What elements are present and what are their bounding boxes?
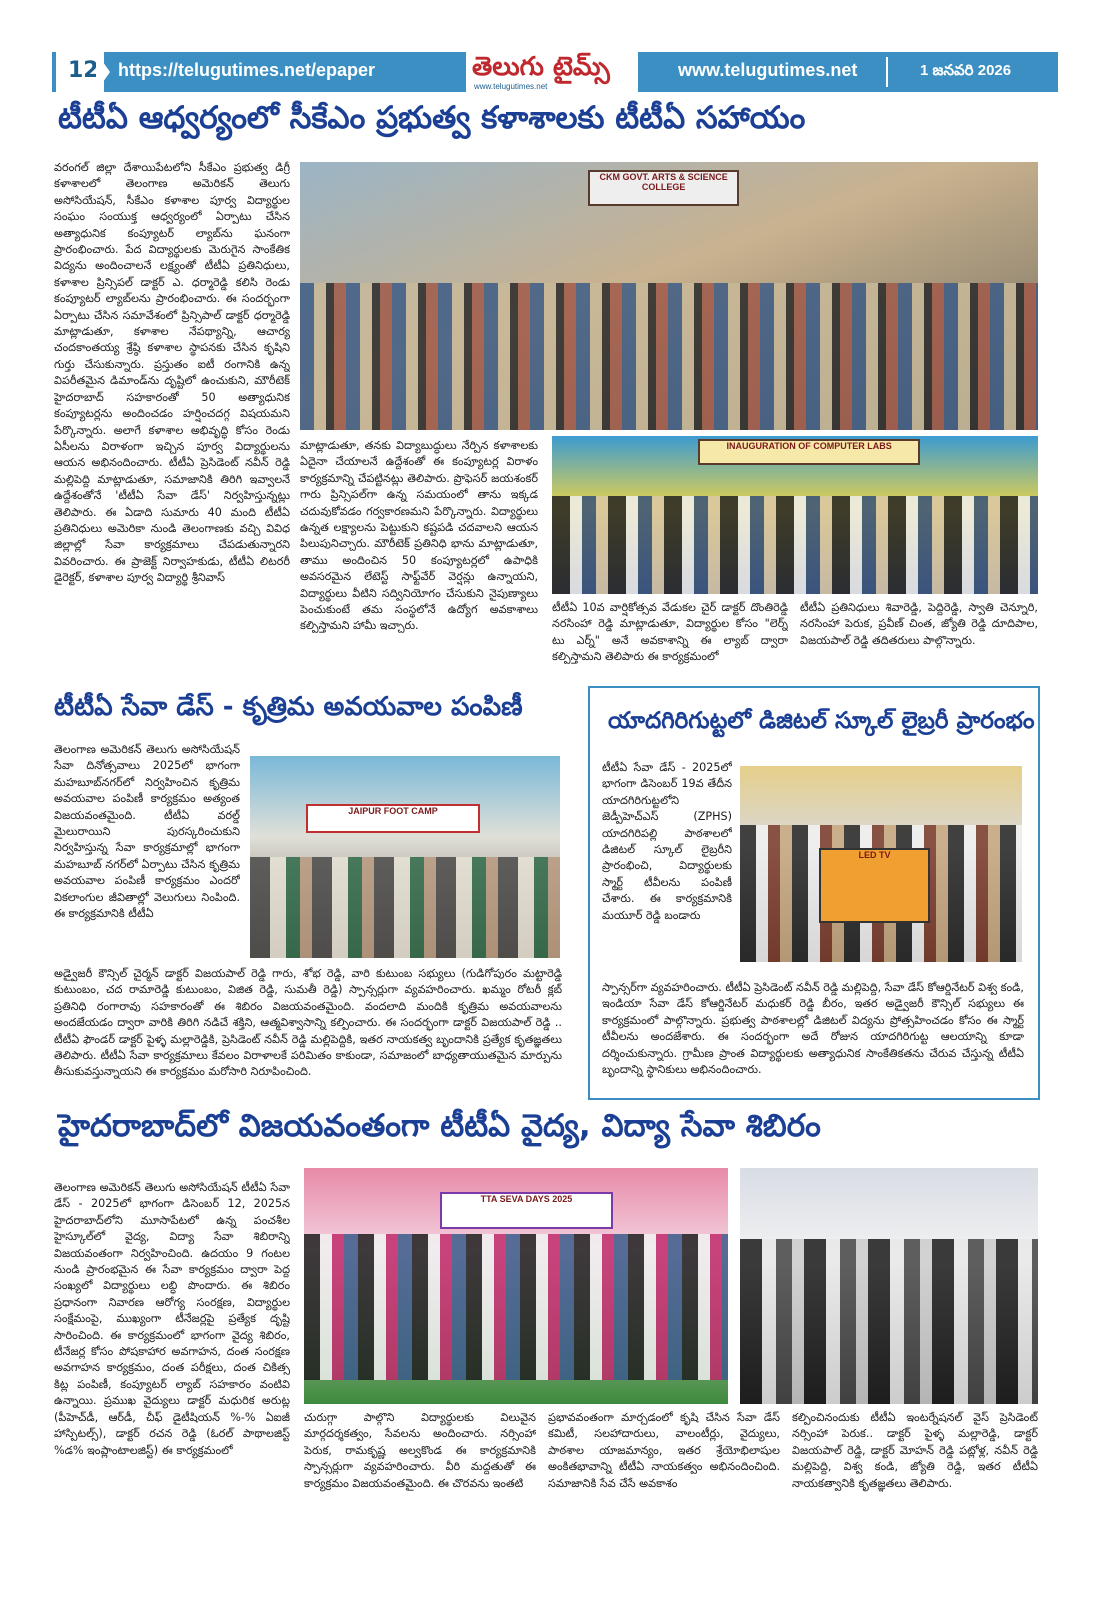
logo-subtitle: www.telugutimes.net xyxy=(474,82,548,91)
article1-headline: టీటీఏ ఆధ్వర్యంలో సీకేఎం ప్రభుత్వ కళాశాలకు టీటీఏ సహాయం xyxy=(58,100,806,136)
article1-column-1: వరంగల్ జిల్లా దేశాయిపేటలోని సీకేఎం ప్రభుత్వ డిగ్రీ కళాశాలలో తెలంగాణ అమెరికన్ తెలుగు అసోసియేషన్, సీకేఎం కళాశాల పూర్వ విద్యార్థుల సంఘం సంయుక్త ఆధ్వర్యంలో ఏర్పాటు చేసిన అత్యాధునిక కంప్యూటర్ ల్యాబ్‌ను ఘనంగా ప్రారంభించారు. పేద విద్యార్థులకు మెరుగైన సాంకేతిక విద్యను అందించాలనే లక్ష్యంతో టీటీఏ ప్రతినిధులు, కళాశాల ప్రిన్సిపల్ డాక్టర్ ఎ. ధర్మారెడ్డి కలిసి రెండు కంప్యూటర్ ల్యాబ్‌లను ప్రారంభించారు. ఈ సందర్భంగా ఏర్పాటు చేసిన సమావేశంలో ప్రిన్సిపాల్ డాక్టర్ ధర్మారెడ్డి మాట్లాడుతూ, కళాశాల నేపథ్యాన్ని, ఆచార్య చందకాంతయ్య శ్రేష్ఠి కళాశాల స్థాపనకు చేసిన కృషిని గుర్తు చేసుకున్నారు. ప్రస్తుతం ఐటీ రంగానికి ఉన్న విపరీతమైన డిమాండ్‌ను దృష్టిలో ఉంచుకుని, మౌరీటెక్ హైదరాబాద్ సహకారంతో 50 అత్యాధునిక కంప్యూటర్లను అందించడం హర్షించదగ్గ విషయమని పేర్కొన్నారు. అలాగే కళాశాల అభివృద్ధి కోసం రెండు ఏసీలను విరాళంగా ఇచ్చిన పూర్వ విద్యార్థులను ఆయన అభినందించారు. టీటీఏ ప్రెసిడెంట్ నవీన్ రెడ్డి మల్లిపెద్ది మాట్లాడుతూ, సమాజానికి తిరిగి ఇవ్వాలనే ఉద్దేశంతోనే 'టీటీఏ సేవా డేస్' నిర్వహిస్తున్నట్లు తెలిపారు. ఈ ఏడాది సుమారు 40 మంది టీటీఏ ప్రతినిధులు అమెరికా నుండి తెలంగాణకు వచ్చి వివిధ జిల్లాల్లో సేవా కార్యక్రమాలు చేపడుతున్నారని వివరించారు. ఈ ప్రాజెక్ట్ నిర్వాహకుడు, టీటీఏ లిటరరీ డైరెక్టర్, కళాశాల పూర్వ విద్యార్థి శ్రీనివాస్ xyxy=(54,161,290,585)
article3-column-top: టీటీఏ సేవా డేస్ - 2025లో భాగంగా డిసెంబర్ 19వ తేదీన యాదగిరిగుట్టలోని జెడ్పీహెచ్‌ఎస్ (ZPHS) యాదగిరిపల్లి పాఠశాలలో డిజిటల్ స్కూల్ లైబ్రరీని ప్రారంభించి, విద్యార్థులకు స్మార్ట్ టీవీలను పంపిణీ చేశారు. ఈ కార్యక్రమానికి మయూర్ రెడ్డి బండారు xyxy=(602,761,732,922)
camp-banner: JAIPUR FOOT CAMP xyxy=(306,804,481,832)
site-url[interactable]: www.telugutimes.net xyxy=(678,60,858,80)
article4-column-2: చురుగ్గా పాల్గొని విద్యార్థులకు విలువైన మార్గదర్శకత్వం, సేవలను అందించారు. నర్సింహా పెరుక, రామకృష్ణ అల్వకొండ ఈ కార్యక్రమానికి స్పాన్సర్లుగా వ్యవహరించారు. వీరి మద్దతుతో ఈ కార్యక్రమం విజయవంతమైంది. ఈ చొరవను ఇంతటి xyxy=(304,1411,536,1490)
inauguration-banner: INAUGURATION OF COMPUTER LABS xyxy=(698,439,921,465)
computer-lab-photo xyxy=(740,1168,1038,1404)
article4-column-3: ప్రభావవంతంగా మార్చడంలో కృషి చేసిన సేవా డేస్ కమిటీ, సలహాదారులు, వాలంటీర్లు, వైద్యులు, పాఠశాల యాజమాన్యం, ఇతర శ్రేయోభిలాషుల అంకితభావాన్ని టీటీఏ నాయకత్వం అభినందించింది. సమాజానికి సేవ చేసే అవకాశం xyxy=(548,1411,780,1490)
article1-column-4: టీటీఏ ప్రతినిధులు శివారెడ్డి, పెద్దిరెడ్డి, స్వాతి చెన్నూరి, నరసింహా పెరుక, ప్రవీణ్ చింత, జ్యోతి రెడ్డి దూదిపాల, విజయపాల్ రెడ్డి తదితరులు పాల్గొన్నారు. xyxy=(800,601,1038,647)
medical-camp-photo xyxy=(304,1168,728,1404)
article1-column-2: మాట్లాడుతూ, తనకు విద్యాబుద్ధులు నేర్పిన కళాశాలకు ఏదైనా చేయాలనే ఉద్దేశంతో ఈ కంప్యూటర్ల విరాళం కార్యక్రమాన్ని చేపట్టినట్లు తెలిపారు. ప్రొఫెసర్ జయశంకర్ గారు ప్రిన్సిపల్‌గా ఉన్న సమయంలో తాను ఇక్కడ చదువుకోవడం గర్వకారణమని పేర్కొన్నారు. విద్యార్థులు ఉన్నత లక్ష్యాలను పెట్టుకుని కష్టపడి చదవాలని ఆయన పిలుపునిచ్చారు. మౌరీటెక్ ప్రతినిధి భాను మాట్లాడుతూ, తాము అందించిన 50 కంప్యూటర్లలో ఉపాధికి అవసరమైన లేటెస్ట్ సాఫ్ట్‌వేర్ వెర్షన్లు ఉన్నాయని, విద్యార్థులు వీటిని సద్వినియోగం చేసుకుని నైపుణ్యాలు పెంచుకుంటే తమ సంస్థలోనే ఉద్యోగ అవకాశాలు కల్పిస్తామని హామీ ఇచ్చారు. xyxy=(300,439,538,633)
college-sign: CKM GOVT. ARTS & SCIENCE COLLEGE xyxy=(588,170,740,206)
header-divider xyxy=(886,57,888,87)
camp-backdrop: TTA SEVA DAYS 2025 xyxy=(440,1192,614,1229)
article4-headline: హైదరాబాద్‌లో విజయవంతంగా టీటీఏ వైద్య, విద్యా సేవా శిబిరం xyxy=(58,1108,821,1144)
article4-column-4: కల్పించినందుకు టీటీఏ ఇంటర్నేషనల్ వైస్ ప్రెసిడెంట్ నర్సింహా పెరుక.. డాక్టర్ పైళ్ళ మల్లారెడ్డి, డాక్టర్ విజయపాల్ రెడ్డి, డాక్టర్ మోహన్ రెడ్డి పట్లోళ్ల, నవీన్ రెడ్డి మల్లిపెద్ది, విశ్వ కండి, జ్యోతి రెడ్డి, ఇతర టీటీఏ నాయకత్వానికి కృతజ్ఞతలు తెలిపారు. xyxy=(792,1411,1038,1490)
tv-box: LED TV xyxy=(819,848,930,923)
article2-column-top: తెలంగాణ అమెరికన్ తెలుగు అసోసియేషన్ సేవా దినోత్సవాలు 2025లో భాగంగా మహబూబ్‌నగర్‌లో నిర్వహించిన కృత్రిమ అవయవాల పంపిణీ కార్యక్రమం అత్యంత విజయవంతమైంది. టీటీఏ వరల్డ్ మైలురాయిని పురస్కరించుకుని నిర్వహిస్తున్న సేవా కార్యక్రమాల్లో భాగంగా మహబూబ్ నగర్‌లో ఏర్పాటు చేసిన కృత్రిమ అవయవాల పంపిణీ కార్యక్రమం ఎందరో వికలాంగుల జీవితాల్లో వెలుగులు నింపింది. ఈ కార్యక్రమానికి టీటీఏ xyxy=(54,743,240,921)
lab-inauguration-photo xyxy=(552,436,1038,594)
article1-column-3: టీటీఏ 10వ వార్షికోత్సవ వేడుకల చైర్ డాక్టర్ దొంతిరెడ్డి నరసింహా రెడ్డి మాట్లాడుతూ, విద్యార్థుల కోసం "లెర్న్ టు ఎర్న్" అనే అవకాశాన్ని ఈ ల్యాబ్ ద్వారా కల్పిస్తామని తెలిపారు ఈ కార్యక్రమంలో xyxy=(552,601,788,664)
article3-column-bottom: స్పాన్సర్‌గా వ్యవహరించారు. టీటీఏ ప్రెసిడెంట్ నవీన్ రెడ్డి మల్లిపెద్ది, సేవా డేస్ కోఆర్డినేటర్ విశ్వ కండి, ఇండియా సేవా డేస్ కోఆర్డినేటర్ మధుకర్ రెడ్డి బీరం, ఇతర అడ్వైజరీ కౌన్సిల్ సభ్యులు ఈ కార్యక్రమంలో పాల్గొన్నారు. ప్రభుత్వ పాఠశాలల్లో డిజిటల్ విద్యను ప్రోత్సహించడం కోసం ఈ స్మార్ట్ టీవీలను అందజేశారు. ఈ సందర్భంగా అదే రోజున యాదగిరిగుట్ట ఆలయాన్ని కూడా దర్శించుకున్నారు. గ్రామీణ ప్రాంత విద్యార్థులకు అత్యాధునిక సాంకేతికతను చేరువ చేస్తున్న టీటీఏ బృందాన్ని స్థానికులు అభినందించారు. xyxy=(602,981,1024,1077)
photo-beneficiaries xyxy=(250,857,560,958)
article3-headline: యాదగిరిగుట్టలో డిజిటల్ స్కూల్ లైబ్రరీ ప్రారంభం xyxy=(608,708,1035,734)
chevron-right-icon xyxy=(96,52,110,92)
photo-volunteers xyxy=(304,1234,728,1380)
article4-column-1: తెలంగాణ అమెరికన్ తెలుగు అసోసియేషన్ టీటీఏ సేవా డేస్ - 2025లో భాగంగా డిసెంబర్ 12, 2025న హైదరాబాద్‌లోని మూసాపేటలో ఉన్న పంచశీల హైస్కూల్‌లో వైద్య, విద్యా సేవా శిబిరాన్ని విజయవంతంగా నిర్వహించింది. ఉదయం 9 గంటల నుండి ప్రారంభమైన ఈ సేవా కార్యక్రమం ద్వారా పెద్ద సంఖ్యలో విద్యార్థులు లబ్ధి పొందారు. ఈ శిబిరం ప్రధానంగా నివారణ ఆరోగ్య సంరక్షణ, విద్యార్థుల సంక్షేమంపై, ముఖ్యంగా టీనేజర్లపై ప్రత్యేక దృష్టి సారించింది. ఈ కార్యక్రమంలో భాగంగా వైద్య శిబిరం, టీనేజర్ల కోసం పోషకాహార అవగాహన, దంత సంరక్షణ అవగాహన కార్యక్రమం, దంత పరీక్షలు, దంత చికిత్స కిట్ల పంపిణీ, కంప్యూటర్ ల్యాబ్ సహకారం వంటివి ఉన్నాయి. ప్రముఖ వైద్యులు డాక్టర్ మధురిక అరుట్ల (పీహెచ్‌డీ, ఆర్‌డీ, చీఫ్ డైటీషియన్ %-% ఏఐజీ హాస్పిటల్స్), డాక్టర్ రచన రెడ్డి (ఓరల్ పాథాలజిస్ట్ %డ% ఇంప్లాంటాలజిస్ట్) ఈ కార్యక్రమంలో xyxy=(54,1181,290,1457)
photo-guests xyxy=(552,496,1038,594)
epaper-url[interactable]: https://telugutimes.net/epaper xyxy=(118,60,376,80)
photo-lab-desks xyxy=(740,1239,1038,1404)
page-number: 12 xyxy=(68,58,99,83)
logo-title: తెలుగు టైమ్స్ xyxy=(472,52,610,82)
issue-date: 1 జనవరి 2026 xyxy=(920,62,1012,79)
college-group-photo xyxy=(300,162,1038,430)
page-number-box xyxy=(56,52,104,92)
photo-crowd xyxy=(300,283,1038,430)
article2-column-bottom: అడ్వైజరీ కౌన్సిల్ చైర్మన్ డాక్టర్ విజయపాల్ రెడ్డి గారు, శోభ రెడ్డి, వారి కుటుంబ సభ్యులు (గుడిగోపురం మట్టారెడ్డి కుటుంబం, చద రామారెడ్డి కుటుంబం, విజిత రెడ్డి, సుమతీ రెడ్డి) స్పాన్సర్లుగా వ్యవహరించారు. ఖమ్మం రోటరీ క్లబ్ ప్రతినిధి రంగారావు సహకారంతో ఈ శిబిరం విజయవంతమైంది. వందలాది మందికి కృత్రిమ అవయవాలను అందజేయడం ద్వారా వారికి తిరిగి నడిచే శక్తిని, ఆత్మవిశ్వాసాన్ని కల్పించారు. ఈ సందర్భంగా డాక్టర్ విజయపాల్ రెడ్డి .. టీటీఏ ఫౌండర్ డాక్టర్ పైళ్ళ మల్లారెడ్డికి, ప్రెసిడెంట్ నవీన్ రెడ్డి మల్లిపెద్దికి, ఇతర నాయకత్వ బృందానికి ప్రత్యేక కృతజ్ఞతలు తెలిపారు. టీటీఏ సేవా కార్యక్రమాలు కేవలం విరాళాలకే పరిమితం కాకుండా, సమాజంలో బాధ్యతాయుతమైన మార్పును తీసుకువస్తున్నాయని ఈ కార్యక్రమం మరోసారి నిరూపించింది. xyxy=(54,967,562,1079)
artificial-limb-photo xyxy=(250,756,560,958)
digital-library-photo xyxy=(740,766,1022,962)
article2-headline: టీటీఏ సేవా డేస్ - కృత్రిమ అవయవాల పంపిణీ xyxy=(54,692,523,722)
